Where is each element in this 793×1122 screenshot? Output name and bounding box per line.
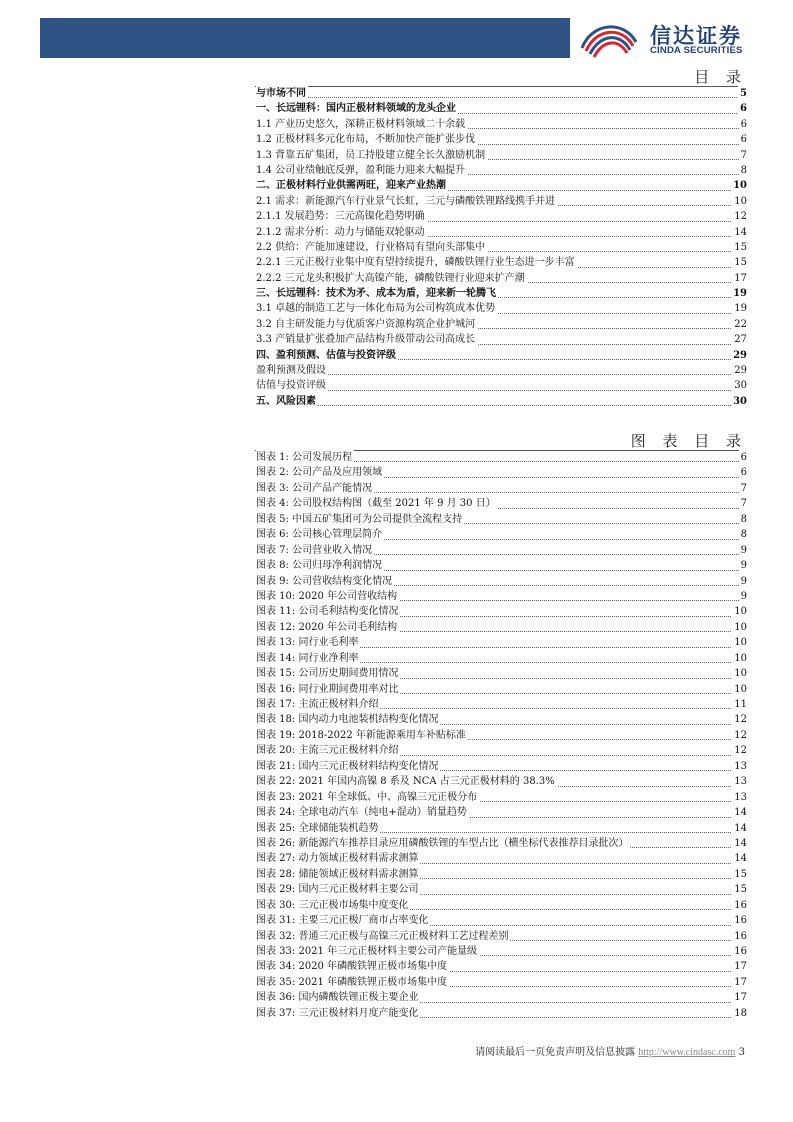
figure-entry[interactable] [256,604,747,619]
figure-entry[interactable] [256,682,747,697]
figure-entry-title: 图表 34: 2020 年磷酸铁锂正极市场集中度 [256,959,449,974]
figure-entry[interactable] [256,496,747,511]
toc-entry-title: 1.3 背靠五矿集团，员工持股建立健全长久激励机制 [256,148,487,163]
figure-entry[interactable] [256,898,747,913]
figure-entry[interactable] [256,527,747,542]
figure-entry-title: 图表 7: 公司营业收入情况 [256,543,374,558]
figure-entry-title: 图表 22: 2021 年国内高镍 8 系及 NCA 占三元正极材料的 38.3% [256,774,557,789]
toc-entry[interactable] [256,194,747,209]
toc-entry-page: 30 [732,378,747,393]
toc-entry-page: 7 [739,148,747,163]
toc-entry[interactable] [256,132,747,147]
figure-entry[interactable] [256,574,747,589]
dot-leader [256,97,747,98]
figure-entry[interactable] [256,512,747,527]
figure-entry-page: 15 [732,882,747,897]
figure-entry-title: 图表 29: 国内三元正极材料主要公司 [256,882,420,897]
toc-entry[interactable] [256,348,747,363]
toc-entry[interactable] [256,101,747,116]
toc-entry[interactable] [256,209,747,224]
dot-leader [256,390,747,391]
toc-entry-page: 14 [732,225,747,240]
toc-entry[interactable] [256,378,747,393]
toc-entry[interactable] [256,225,747,240]
figure-entry[interactable] [256,851,747,866]
figure-entry[interactable] [256,543,747,558]
toc-entry[interactable] [256,178,747,193]
figure-entry-title: 图表 14: 同行业净利率 [256,651,360,666]
figure-entry[interactable] [256,759,747,774]
figure-entry-page: 15 [732,867,747,882]
figure-entry-page: 14 [732,851,747,866]
toc-entry-title: 四、盈利预测、估值与投资评级 [256,348,398,363]
figure-entry[interactable] [256,697,747,712]
figure-entry-page: 17 [732,990,747,1005]
toc-entry-title: 3.3 产销量扩张叠加产品结构升级带动公司高成长 [256,332,477,347]
figure-entry-page: 12 [732,728,747,743]
figure-entry-title: 图表 24: 全球电动汽车（纯电+混动）销量趋势 [256,805,469,820]
figure-entry[interactable] [256,805,747,820]
figure-entry-page: 14 [732,821,747,836]
disclaimer-text: 请阅读最后一页免责声明及信息披露 [475,1047,636,1058]
toc-entry-title: 2.2.2 三元龙头积极扩大高镍产能，磷酸铁锂行业迎来扩产潮 [256,271,527,286]
toc-entry-page: 22 [732,317,747,332]
figure-entry-page: 16 [732,913,747,928]
figure-entry[interactable] [256,651,747,666]
figure-entry-page: 6 [739,465,747,480]
figure-entry-title: 图表 33: 2021 年三元正极材料主要公司产能量级 [256,944,479,959]
figure-entry-page: 9 [739,558,747,573]
figure-entry-page: 17 [732,975,747,990]
figure-entry-page: 10 [732,620,747,635]
figure-entry-page: 9 [739,574,747,589]
figure-entry-page: 12 [732,712,747,727]
figure-entry[interactable] [256,481,747,496]
figure-entry-title: 图表 30: 三元正极市场集中度变化 [256,898,410,913]
toc-entry-title: 二、正极材料行业供需两旺，迎来产业热潮 [256,178,448,193]
figure-entry-title: 图表 26: 新能源汽车推荐目录应用磷酸铁锂的车型占比（横坐标代表推荐目录批次） [256,836,630,851]
figure-entry-title: 图表 28: 储能领域正极材料需求测算 [256,867,420,882]
figure-entry[interactable] [256,635,747,650]
toc-entry-page: 15 [732,255,747,270]
figure-entry[interactable] [256,959,747,974]
figure-entry-page: 14 [732,836,747,851]
figure-entry[interactable] [256,913,747,928]
figure-entry-page: 9 [739,543,747,558]
figure-entry[interactable] [256,821,747,836]
figure-entry[interactable] [256,882,747,897]
toc-entry[interactable] [256,317,747,332]
toc-entry-title: 与市场不同 [256,86,308,101]
figure-entry-title: 图表 10: 2020 年公司营收结构 [256,589,399,604]
figure-entry-page: 8 [739,512,747,527]
figure-entry[interactable] [256,867,747,882]
toc-entry-page: 10 [732,194,747,209]
figure-entry[interactable] [256,666,747,681]
figure-entry-page: 10 [732,604,747,619]
figure-entry-title: 图表 9: 公司营收结构变化情况 [256,574,394,589]
toc-entry[interactable] [256,117,747,132]
toc-entry[interactable] [256,271,747,286]
figure-entry-page: 7 [739,481,747,496]
figure-entry[interactable] [256,743,747,758]
figure-entry-title: 图表 25: 全球储能装机趋势 [256,821,380,836]
toc-entry-title: 1.1 产业历史悠久，深耕正极材料领域二十余载 [256,117,467,132]
figure-entry[interactable] [256,836,747,851]
table-of-contents [256,86,747,409]
figure-entry-title: 图表 32: 普通三元正极与高镍三元正极材料工艺过程差别 [256,929,510,944]
figure-entry-page: 17 [732,959,747,974]
figure-entry-title: 图表 31: 主要三元正极厂商市占率变化 [256,913,430,928]
dot-leader [256,374,747,375]
figure-list [256,450,747,1021]
toc-entry[interactable] [256,394,747,409]
figure-entry-title: 图表 2: 公司产品及应用领域 [256,465,384,480]
toc-entry-title: 2.2.1 三元正极行业集中度有望持续提升，磷酸铁锂行业生态进一步丰富 [256,255,577,270]
figure-entry-page: 16 [732,929,747,944]
figure-entry-title: 图表 12: 2020 年公司毛利结构 [256,620,399,635]
toc-entry-page: 6 [738,101,747,116]
toc-entry[interactable] [256,332,747,347]
toc-entry[interactable] [256,240,747,255]
figure-entry-page: 14 [732,805,747,820]
figure-entry-page: 7 [739,496,747,511]
toc-entry-page: 8 [739,163,747,178]
toc-entry[interactable] [256,148,747,163]
figure-entry-page: 16 [732,944,747,959]
figure-entry-title: 图表 36: 国内磷酸铁锂正极主要企业 [256,990,420,1005]
figure-entry-page: 13 [732,759,747,774]
figure-entry[interactable] [256,589,747,604]
toc-entry-title: 2.2 供给：产能加速建设，行业格局有望向头部集中 [256,240,487,255]
figure-entry-title: 图表 17: 主流正极材料介绍 [256,697,380,712]
toc-entry-title: 2.1.2 需求分析：动力与储能双轮驱动 [256,225,427,240]
figure-entry-page: 11 [732,697,747,712]
figure-entry-title: 图表 5: 中国五矿集团可为公司提供全流程支持 [256,512,464,527]
figure-entry[interactable] [256,990,747,1005]
toc-entry-page: 5 [738,86,747,101]
figure-entry-page: 13 [732,790,747,805]
figure-entry-page: 10 [732,682,747,697]
toc-entry[interactable] [256,255,747,270]
figure-entry-page: 10 [732,651,747,666]
figure-entry-title: 图表 16: 同行业期间费用率对比 [256,682,400,697]
toc-entry[interactable] [256,286,747,301]
figure-entry-title: 图表 20: 主流三元正极材料介绍 [256,743,400,758]
toc-entry-title: 三、长远锂科：技术为矛、成本为盾，迎来新一轮腾飞 [256,286,498,301]
figure-entry-title: 图表 3: 公司产品产能情况 [256,481,374,496]
page-footer [475,1043,745,1058]
toc-entry-title: 估值与投资评级 [256,378,328,393]
figure-entry-title: 图表 13: 同行业毛利率 [256,635,360,650]
figure-entry-title: 图表 11: 公司毛利结构变化情况 [256,604,400,619]
toc-entry-title: 盈利预测及假设 [256,363,328,378]
figure-entry-title: 图表 23: 2021 年全球低、中、高镍三元正极分布 [256,790,479,805]
figure-entry-page: 18 [732,1006,747,1021]
figure-entry-page: 13 [732,774,747,789]
figure-list-title: 图 表 目 录 [630,432,747,450]
figure-entry-title: 图表 8: 公司归母净利润情况 [256,558,384,573]
brand-name-english: CINDA SECURITIES [650,45,743,56]
brand-name: 信达证券 [650,24,742,48]
website-link[interactable]: http://www.cindasc.com [638,1047,736,1058]
figure-entry-title: 图表 18: 国内动力电池装机结构变化情况 [256,712,440,727]
toc-entry-page: 17 [732,271,747,286]
figure-entry[interactable] [256,558,747,573]
toc-entry-page: 19 [731,286,747,301]
toc-entry-title: 一、长远锂科：国内正极材料领域的龙头企业 [256,101,458,116]
toc-entry-page: 29 [732,363,747,378]
figure-entry-title: 图表 6: 公司核心管理层简介 [256,527,384,542]
toc-entry-title: 五、风险因素 [256,394,318,409]
toc-entry-page: 29 [731,348,747,363]
figure-entry-page: 6 [739,450,747,465]
figure-entry[interactable] [256,975,747,990]
toc-entry-page: 10 [731,178,747,193]
figure-entry[interactable] [256,450,747,465]
header-bar [40,18,570,58]
figure-entry[interactable] [256,944,747,959]
figure-entry-title: 图表 15: 公司历史期间费用情况 [256,666,400,681]
figure-entry-title: 图表 1: 公司发展历程 [256,450,354,465]
figure-entry[interactable] [256,774,747,789]
figure-entry[interactable] [256,728,747,743]
figure-entry[interactable] [256,712,747,727]
toc-entry-title: 3.1 卓越的制造工艺与一体化布局为公司构筑成本优势 [256,301,497,316]
figure-entry-page: 16 [732,898,747,913]
cinda-logo-icon [578,18,640,60]
toc-entry-title: 3.2 自主研发能力与优质客户资源构筑企业护城河 [256,317,477,332]
figure-entry-title: 图表 37: 三元正极材料月度产能变化 [256,1006,420,1021]
figure-entry[interactable] [256,929,747,944]
figure-entry[interactable] [256,465,747,480]
dot-leader [256,405,747,406]
toc-entry-title: 2.1 需求：新能源汽车行业景气长虹，三元与磷酸铁锂路线携手并进 [256,194,557,209]
figure-entry-page: 12 [732,743,747,758]
toc-entry-title: 2.1.1 发展趋势：三元高镍化趋势明确 [256,209,427,224]
figure-entry-title: 图表 4: 公司股权结构图（截至 2021 年 9 月 30 日） [256,496,498,511]
figure-entry-title: 图表 21: 国内三元正极材料结构变化情况 [256,759,440,774]
toc-entry[interactable] [256,163,747,178]
figure-entry-page: 10 [732,635,747,650]
toc-entry-page: 15 [732,240,747,255]
toc-entry-page: 27 [732,332,747,347]
figure-entry[interactable] [256,790,747,805]
toc-entry-page: 6 [739,117,747,132]
toc-title: 目 录 [694,68,747,86]
toc-entry[interactable] [256,301,747,316]
toc-entry-page: 30 [731,394,747,409]
figure-entry-title: 图表 19: 2018-2022 年新能源乘用车补贴标准 [256,728,468,743]
toc-entry[interactable] [256,363,747,378]
toc-entry-page: 12 [732,209,747,224]
figure-entry[interactable] [256,620,747,635]
toc-entry-title: 1.2 正极材料多元化布局，不断加快产能扩张步伐 [256,132,477,147]
toc-entry-title: 1.4 公司业绩触底反弹，盈利能力迎来大幅提升 [256,163,467,178]
figure-entry-page: 10 [732,666,747,681]
toc-entry[interactable] [256,86,747,101]
figure-entry[interactable] [256,1006,747,1021]
page-number: 3 [738,1047,745,1058]
figure-entry-title: 图表 27: 动力领域正极材料需求测算 [256,851,420,866]
figure-entry-title: 图表 35: 2021 年磷酸铁锂正极市场集中度 [256,975,449,990]
toc-entry-page: 6 [739,132,747,147]
toc-entry-page: 19 [732,301,747,316]
figure-entry-page: 9 [739,589,747,604]
figure-entry-page: 8 [739,527,747,542]
